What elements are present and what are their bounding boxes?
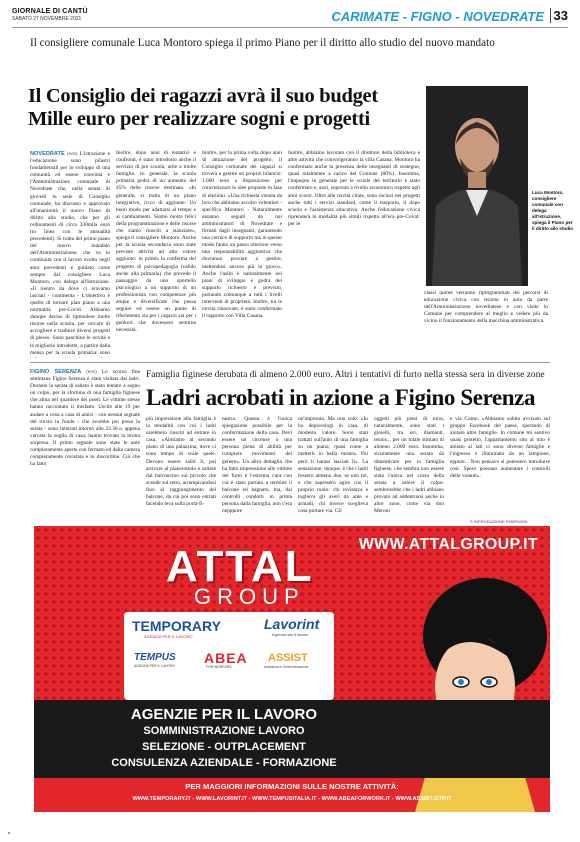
temporary-logo-text: TEMPORARY xyxy=(132,618,221,634)
ad-line-3: SELEZIONE - OUTPLACEMENT xyxy=(142,741,306,753)
article1-column-1 xyxy=(30,150,110,358)
issue-date: SABATO 27 NOVEMBRE 2021 xyxy=(12,16,82,22)
article2-column-6 xyxy=(450,416,550,516)
byline-tag: (ees) xyxy=(67,151,78,156)
photo-caption: Luca Montoro, consigliere comunale con delega all'Istruzione, spiega il Piano per il diritto allo studio xyxy=(532,190,574,231)
ad-partner-logos xyxy=(124,612,334,700)
article2-text-5: oggetti più presi di mira, naturalmente, sono stati i gioielli, tra ori, diamanti, tennis... per un totale stimato di almeno 2.000 euro. Insomma, sicuramente una serata da dimenticare per la famiglia figinese, che sembra non essere stata l'unica nel corso della serata a subire il colpo: sembrerebbe che i ladri abbiano provato ad addentrarsi anche in altre zone, come via don Meroni xyxy=(374,416,444,515)
ad-line-4: CONSULENZA AZIENDALE - FORMAZIONE xyxy=(111,757,337,769)
assist-logo: ASSIST xyxy=(268,652,308,664)
ad-info-text: PER MAGGIORI INFORMAZIONI SULLE NOSTRE ATTIVITÀ: xyxy=(185,782,399,791)
article1-text-2: Inoltre, dopo anni di tentativi e confronti, è stato introdotto anche il servizio di pre scuola, utile a molte famiglie. In generale, la scuola primaria godrà di un aumento del 45% delle risorse destinate. «In generale, si tratta di un piano integrativo, ricco di aggiunte. Un buon modo per adattarsi al tempo e ai cambiamenti. Siamo molto felici della programmazione e delle risorse che siamo riusciti a stanziare», spiega il consigliere Montoro. Anche per la scuola secondaria sono state previste attività ad alto valore aggiunto: in primis la conferma del progetto di psicopedagogia (valido anche alla primaria) che prevede il passaggio da uno sportello psicologico a un supporto di un professionista con competenze più ampie e diversificate che possa seguire ed essere un punto di riferimento sia per i ragazzi sia per i genitori che dovessero sentirne necessità. xyxy=(116,150,196,334)
page-header xyxy=(12,6,568,28)
dateline: FIGINO SERENZA xyxy=(30,369,82,375)
article2-text-4: un'impronta. Ma non solo: «Io ho depiorologi in casa, di modesto valore. Sono stati trattati sull'auto di una famiglia su un piano, quasi come a metterli in bella mostra. Poi però li hanno lasciati lì». La sensazione, dunque, è che i ladri fossero almeno due, se non tre, e che sapessero agire con il proprio ruolo: chi rovistava e toglieva gli averi da ante e armadi, chi invece sceglieva cosa portare via. Gli xyxy=(298,416,368,515)
article1-text-1: L'istruzione e l'educazione sono pilastri fondamentali per lo sviluppo di una comunità ed essere convinta è l'Amministrazione comunale di Novedrate che, nella serata di giovedì in sede di Consiglio comunale, ha discusso e approvato all'unanimità il nuovo Piano di diritto allo studio, che per gli ordinamenti di circa 330mila euro (in linea con le annualità precedenti). Si tratta del primo piano del nuovo mandato dell'Amministrazione, che va in continuità con il lavoro svolto negli anni precedenti e guidato come sempre dal consigliere Luca Montoro, con delega all'Istruzione. «Il rientro da dove ci eravamo lasciati - commenta - L'obiettivo è quello di tornare pian piano a una normalità pre-Covid. Abbiamo dunque deciso di riprendere molte risorse nella scuola, per cercare di accogliere e tradurre diversi progetti di plesso. Sono panchine le novità e le migliorie introdotte, a partire dalla mensa per la scuola primaria: sono xyxy=(30,151,110,356)
ad-brand-sub: GROUP xyxy=(194,584,305,609)
abea-logo: ABEA xyxy=(204,650,248,666)
article1-column-3 xyxy=(202,150,282,358)
article1-column-2 xyxy=(116,150,196,358)
article1-text-3: Inoltre, per la prima volta dopo anni di attuazione del progetto, il Consiglio comunale dei ragazzi si troverà a gestire un proprio bilancio: 1.000 euro a disposizione per concretizzare le idee proposte in fase di elezioni. «Una richiesta venuta da loro che abbiamo accolto volentieri - specifica Montoro - Naturalmente saranno seguiti da noi amministratori di Novedrate e firmati dagli insegnanti, garantendo una cornice di supporto ma in questo modo fanno un passo ulteriore verso una responsabilità aggiuntiva che dovranno provare a gestire, mettendosi ancora più in gioco». Anche l'asilo è naturalmente nei piani di sviluppo e godrà del supporto richiesto e previsto, portando comunque a tutti i livelli interventi di proprietà. Inoltre, tra le novità rinnovate, è stato confermato il rapporto con Villa Casana. xyxy=(202,150,282,320)
article1-headline-line2: Mille euro per realizzare sogni e progetti xyxy=(28,108,370,130)
ad-partner-links[interactable]: WWW.TEMPORARY.IT - WWW.LAVORINT.IT - WWW.TEMPUSITALIA.IT - WWW.ABEAFORWORK.IT - WWW.ASSIST-OTP.IT xyxy=(132,796,452,802)
portrait-photo xyxy=(426,86,528,286)
article1-column-4 xyxy=(288,150,420,358)
ad-website-link[interactable]: WWW.ATTALGROUP.IT xyxy=(358,536,538,553)
article2-column-5 xyxy=(374,416,444,516)
ad-brand-logo: ATTAL xyxy=(166,542,314,591)
article1-headline xyxy=(28,85,448,131)
section-title: CARIMATE - FIGNO - NOVEDRATE xyxy=(331,9,544,24)
ad-services-strip xyxy=(34,700,550,778)
tempus-logo-sub: AGENZIA PER IL LAVORO xyxy=(134,664,176,668)
temporary-logo xyxy=(132,618,221,634)
article2-column-4 xyxy=(298,416,368,516)
abea-logo-sub: FOR WORKERS xyxy=(206,665,232,669)
article2-kicker: Famiglia figinese derubata di almeno 2.000 euro. Altri i tentativi di furto nella stessa sera in diverse zone xyxy=(146,370,545,380)
article2-text-6: e via Como. «Abbiamo subito avvisato sul gruppo Facebook del paese, sperando di aiutare altre famiglie. In comune mi sentivo quasi protetto, l'appartamento sito al mio è abitato ai lati ci sono diverse famiglie e l'ingresso è illuminato da un lampione, eppure... Non pensavo si potessero introdurre così. Spero possano aumentare i controlli delle volanti». xyxy=(450,416,550,479)
article1-text-4: Inoltre, abbiamo lavorato con il direttore della biblioteca e altre attività che coinvolgeranno la villa Casana. Montoro ha confermato anche la presenza delle insegnanti di sostegno, quasi totalmente a carico del Comune (80%). Insomma, l'impegno in generale per le scuole del territorio è stato confermato e, anzi, superato a livello economico rispetto agli anni scorsi. Oltre alle novità citate, sono inclusi nei progetti anche tutti i servizi standard, come il trasporto, il dopo scuola e l'assistenza educativa. Anche l'educazione civica riprenderà in modalità più simili rispetto all'era pre-Covid: per le xyxy=(288,150,420,227)
article1-column-5 xyxy=(424,290,548,358)
article1-text-5: classi quinte verranno riprogrammati dei percorsi di educazione civica con lezioni in aula da parte dell'Amministrazione novedratese e con visite in Comune per comprendere al meglio e vedere più da vicino il funzionamento della macchina amministrativa. xyxy=(424,290,548,325)
person-photo-icon xyxy=(426,86,528,286)
article2-column-2 xyxy=(146,416,216,516)
page-number: 33 xyxy=(553,8,568,23)
tempus-logo: TEMPUS xyxy=(134,652,176,663)
section-divider xyxy=(30,362,550,363)
page-marker xyxy=(8,832,10,834)
article2-text-1: Lo scorso fine settimana Figino Serenza è stata visitata dai ladri. Durante la serata di sabato è stato tentato a segno un colpo, per la sfortuna di una famiglia figinese che abita nel quartiere dei poeti. Le vittime stesse hanno raccontato il misfatto. Uscite alle 19 per andare a cena a casa di amici - con nessun segnale del rinvio in fondo - che avrebbe poi preso la serata - sono rientrati intorno alle 22.30 e, appena varcata la soglia di casa, hanno trovato la brutta sorpresa. Il primo segnale sono state le ante completamente aperte con fermato ed dalla camera completamente rovistata e in discordine. Ciò che ha fatto xyxy=(30,369,140,468)
divider xyxy=(550,8,551,23)
assist-logo-sub: Assistenza e Somministrazione xyxy=(264,665,309,669)
article2-column-3 xyxy=(222,416,292,516)
article1-kicker: Il consigliere comunale Luca Montoro spiega il primo Piano per il diritto allo studio del nuovo mandato xyxy=(30,37,495,49)
dateline: NOVEDRATE xyxy=(30,151,65,157)
lavorint-logo: Lavorint xyxy=(264,616,320,632)
article2-text-2: più impressione alla famiglia è la modalità con cui i ladri sarebbero riusciti ad entrare in casa. «Abitiamo al secondo piano di una palazzina, dove ci sono tempo di scale quete. Devono essere saliti lì, poi arrivare al pianerottolo e saltare dal balconcino sul piccolo che scende sul retro, arrampicandosi fino al raggiungimento del balcone, da cui poi sono entrati facendo leva sulla porta-fi- xyxy=(146,416,216,508)
article2-headline: Ladri acrobati in azione a Figino Serenza xyxy=(146,385,536,410)
ad-line-2: SOMMINISTRAZIONE LAVORO xyxy=(143,725,305,737)
article1-headline-line1: Il Consiglio dei ragazzi avrà il suo budget xyxy=(28,85,378,107)
article2-column-1 xyxy=(30,368,140,516)
temporary-logo-sub: AGENZIA PER IL LAVORO xyxy=(144,634,193,639)
article2-text-3: nestra. Questa è l'unica spiegazione possibile per la conformazione della casa. Devi essere un circense o una persona piena di abilità per compiere movimenti del genere». Un altro dettaglio che ha fatto impressione alle vittime del furto è l'estrema cura con cui è stato portato a termine il balcone ed bagnato, ma, dai controlli condotti in prima persona dalla famiglia, non c'era nepppure xyxy=(222,416,292,515)
byline-tag: (ees) xyxy=(86,369,97,374)
advertisement[interactable] xyxy=(34,526,550,812)
copyright-credit: © RIPRODUZIONE RISERVATA xyxy=(470,519,528,524)
ad-line-1: AGENZIE PER IL LAVORO xyxy=(130,706,318,723)
lavorint-logo-sub: Agenzia per il lavoro xyxy=(272,632,309,637)
newspaper-name: GIORNALE DI CANTÙ xyxy=(12,8,88,15)
